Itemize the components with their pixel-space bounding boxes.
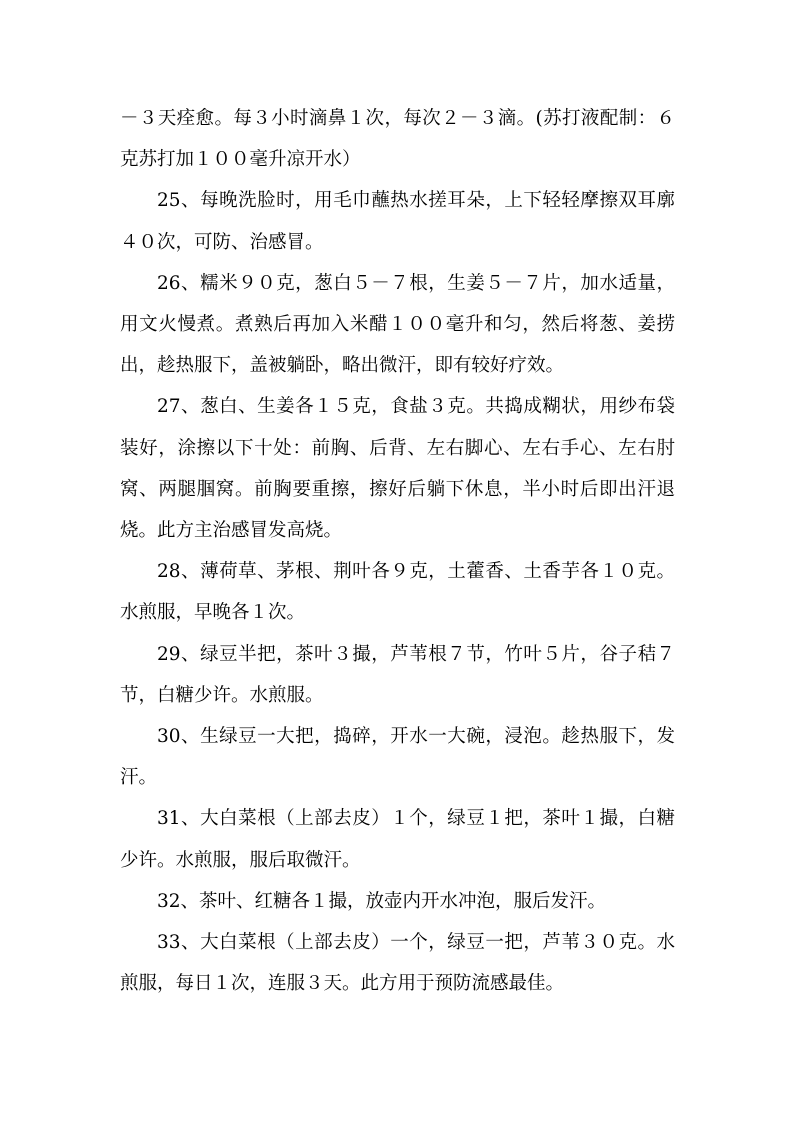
paragraph-item-30: 30、生绿豆一大把，捣碎，开水一大碗，浸泡。趁热服下，发汗。: [120, 726, 675, 789]
paragraph-item-26: 26、糯米９０克，葱白５－７根，生姜５－７片，加水适量，用文火慢煮。煮熟后再加入米醋１００毫升和匀，然后将葱、姜捞出，趁热服下，盖被躺卧，略出微汗，即有较好疗效。: [120, 272, 675, 377]
paragraph-item-31: 31、大白菜根（上部去皮）１个，绿豆１把，茶叶１撮，白糖少许。水煎服，服后取微汗。: [120, 808, 675, 871]
paragraph-item-24-continued: －３天痊愈。每３小时滴鼻１次，每次２－３滴。(苏打液配制：６克苏打加１００毫升凉开水）: [120, 108, 675, 171]
paragraph-item-33: 33、大白菜根（上部去皮）一个，绿豆一把，芦苇３０克。水煎服，每日１次，连服３天。此方用于预防流感最佳。: [120, 932, 675, 995]
paragraph-item-32: 32、茶叶、红糖各１撮，放壶内开水冲泡，服后发汗。: [157, 890, 607, 912]
document-body: [120, 98, 675, 1004]
paragraph-item-27: 27、葱白、生姜各１５克，食盐３克。共捣成糊状，用纱布袋装好，涂擦以下十处：前胸、后背、左右脚心、左右手心、左右肘窝、两腿腘窝。前胸要重擦，擦好后躺下休息，半小时后即出汗退烧。此方主治感冒发高烧。: [120, 396, 675, 542]
paragraph-item-28: 28、薄荷草、茅根、荆叶各９克，土藿香、土香芋各１０克。水煎服，早晚各１次。: [120, 561, 675, 624]
paragraph-item-29: 29、绿豆半把，茶叶３撮，芦苇根７节，竹叶５片，谷子秸７节，白糖少许。水煎服。: [120, 643, 675, 706]
paragraph-item-25: 25、每晚洗脸时，用毛巾蘸热水搓耳朵，上下轻轻摩擦双耳廓４０次，可防、治感冒。: [120, 190, 675, 253]
